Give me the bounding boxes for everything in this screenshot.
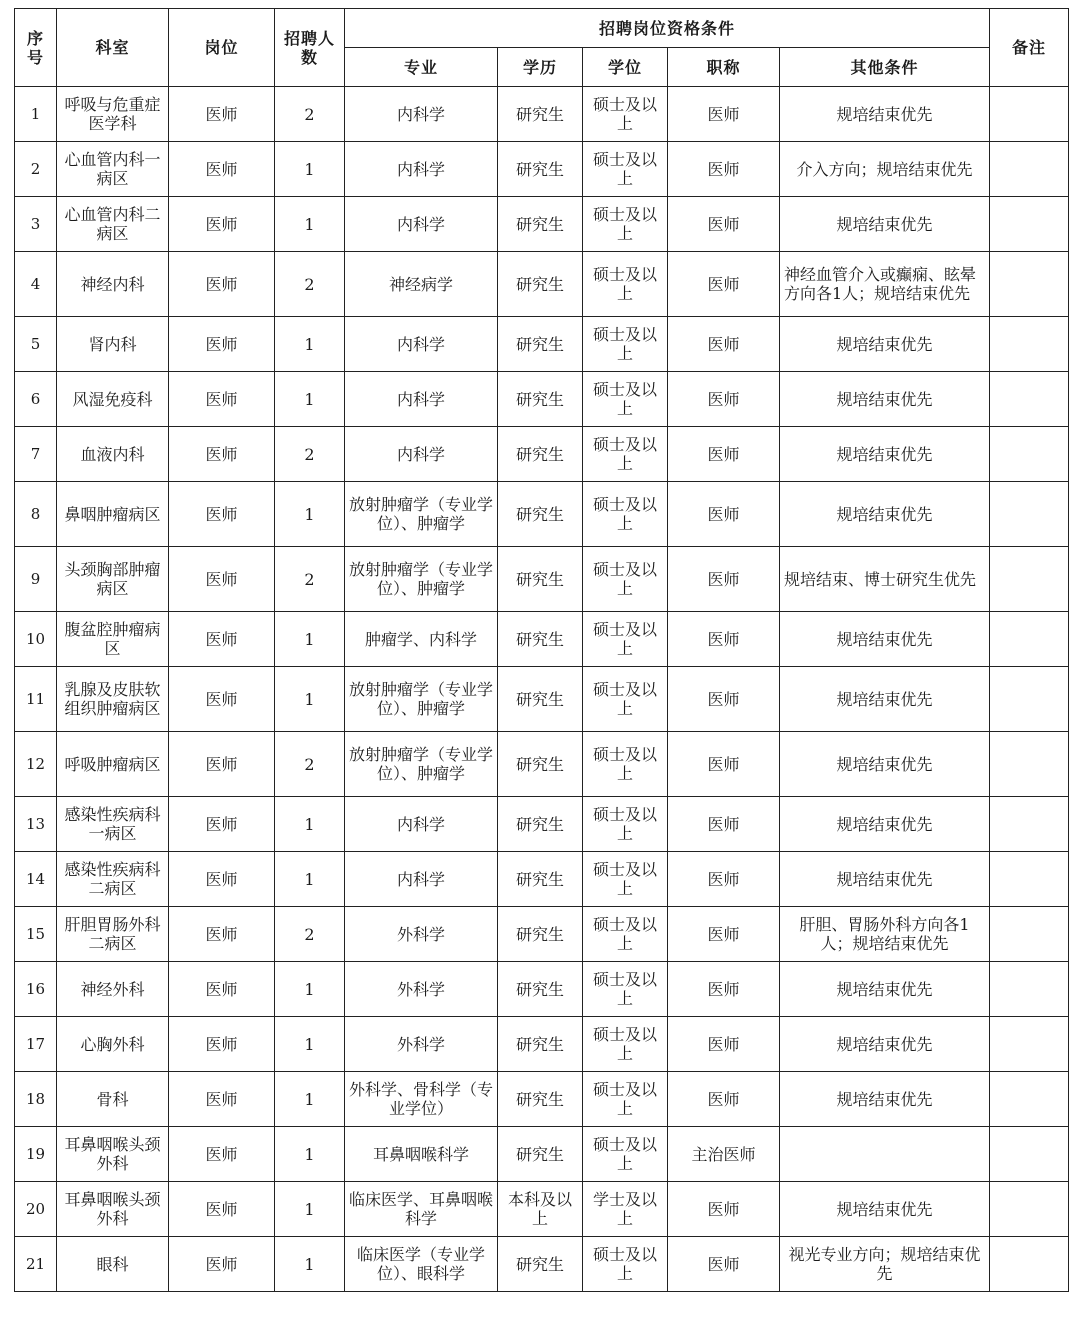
cell-education: 研究生 [498, 1237, 583, 1292]
cell-education: 研究生 [498, 852, 583, 907]
cell-education: 研究生 [498, 87, 583, 142]
cell-dept: 呼吸肿瘤病区 [57, 732, 169, 797]
cell-dept: 鼻咽肿瘤病区 [57, 482, 169, 547]
cell-remarks [990, 797, 1069, 852]
header-post: 岗位 [169, 9, 275, 87]
cell-education: 研究生 [498, 612, 583, 667]
table-row [15, 372, 1069, 427]
cell-post: 医师 [169, 197, 275, 252]
cell-post: 医师 [169, 962, 275, 1017]
cell-education: 研究生 [498, 427, 583, 482]
cell-degree: 硕士及以上 [583, 1017, 668, 1072]
cell-education: 研究生 [498, 142, 583, 197]
cell-post: 医师 [169, 87, 275, 142]
cell-seq: 3 [15, 197, 57, 252]
cell-seq: 10 [15, 612, 57, 667]
cell-dept: 心胸外科 [57, 1017, 169, 1072]
cell-post: 医师 [169, 797, 275, 852]
cell-remarks [990, 482, 1069, 547]
cell-remarks [990, 1237, 1069, 1292]
cell-remarks [990, 87, 1069, 142]
cell-dept: 心血管内科二病区 [57, 197, 169, 252]
header-row-top [15, 9, 1069, 48]
cell-title: 医师 [668, 252, 780, 317]
cell-seq: 7 [15, 427, 57, 482]
cell-title: 医师 [668, 372, 780, 427]
table-row [15, 1017, 1069, 1072]
cell-degree: 硕士及以上 [583, 252, 668, 317]
header-count: 招聘人数 [275, 9, 345, 87]
cell-other: 规培结束优先 [780, 317, 990, 372]
cell-count: 1 [275, 797, 345, 852]
cell-title: 医师 [668, 797, 780, 852]
cell-education: 本科及以上 [498, 1182, 583, 1237]
cell-dept: 骨科 [57, 1072, 169, 1127]
header-qualifications: 招聘岗位资格条件 [345, 9, 990, 48]
cell-major: 外科学、骨科学（专业学位） [345, 1072, 498, 1127]
cell-major: 放射肿瘤学（专业学位）、肿瘤学 [345, 547, 498, 612]
table-row [15, 667, 1069, 732]
table-row [15, 197, 1069, 252]
cell-dept: 心血管内科一病区 [57, 142, 169, 197]
header-remarks: 备注 [990, 9, 1069, 87]
cell-major: 放射肿瘤学（专业学位）、肿瘤学 [345, 732, 498, 797]
cell-major: 神经病学 [345, 252, 498, 317]
cell-remarks [990, 1017, 1069, 1072]
cell-dept: 乳腺及皮肤软组织肿瘤病区 [57, 667, 169, 732]
cell-other: 规培结束优先 [780, 852, 990, 907]
cell-other: 规培结束优先 [780, 1182, 990, 1237]
cell-title: 医师 [668, 612, 780, 667]
cell-dept: 风湿免疫科 [57, 372, 169, 427]
cell-other: 神经血管介入或癫痫、眩晕方向各1人；规培结束优先 [780, 252, 990, 317]
cell-title: 医师 [668, 197, 780, 252]
cell-title: 医师 [668, 1237, 780, 1292]
cell-title: 主治医师 [668, 1127, 780, 1182]
cell-dept: 神经内科 [57, 252, 169, 317]
header-dept: 科室 [57, 9, 169, 87]
cell-post: 医师 [169, 1127, 275, 1182]
cell-other: 规培结束优先 [780, 1017, 990, 1072]
cell-major: 内科学 [345, 797, 498, 852]
cell-count: 2 [275, 547, 345, 612]
cell-dept: 神经外科 [57, 962, 169, 1017]
header-major: 专业 [345, 48, 498, 87]
cell-remarks [990, 252, 1069, 317]
cell-count: 1 [275, 317, 345, 372]
cell-major: 放射肿瘤学（专业学位）、肿瘤学 [345, 667, 498, 732]
cell-remarks [990, 852, 1069, 907]
cell-dept: 感染性疾病科二病区 [57, 852, 169, 907]
cell-other: 视光专业方向；规培结束优先 [780, 1237, 990, 1292]
cell-title: 医师 [668, 87, 780, 142]
cell-count: 1 [275, 1237, 345, 1292]
cell-title: 医师 [668, 732, 780, 797]
cell-degree: 硕士及以上 [583, 87, 668, 142]
cell-education: 研究生 [498, 1127, 583, 1182]
cell-degree: 硕士及以上 [583, 1127, 668, 1182]
cell-major: 外科学 [345, 962, 498, 1017]
table-row [15, 427, 1069, 482]
cell-remarks [990, 547, 1069, 612]
cell-degree: 硕士及以上 [583, 1072, 668, 1127]
cell-post: 医师 [169, 427, 275, 482]
cell-other: 规培结束优先 [780, 797, 990, 852]
cell-post: 医师 [169, 317, 275, 372]
cell-major: 内科学 [345, 852, 498, 907]
cell-other: 规培结束优先 [780, 667, 990, 732]
cell-post: 医师 [169, 1237, 275, 1292]
cell-count: 1 [275, 1072, 345, 1127]
cell-post: 医师 [169, 1182, 275, 1237]
cell-dept: 呼吸与危重症医学科 [57, 87, 169, 142]
cell-degree: 学士及以上 [583, 1182, 668, 1237]
cell-remarks [990, 612, 1069, 667]
table-row [15, 1127, 1069, 1182]
cell-dept: 耳鼻咽喉头颈外科 [57, 1127, 169, 1182]
cell-education: 研究生 [498, 197, 583, 252]
cell-remarks [990, 1127, 1069, 1182]
table-row [15, 252, 1069, 317]
header-degree: 学位 [583, 48, 668, 87]
cell-count: 2 [275, 907, 345, 962]
cell-dept: 耳鼻咽喉头颈外科 [57, 1182, 169, 1237]
cell-post: 医师 [169, 142, 275, 197]
cell-post: 医师 [169, 372, 275, 427]
cell-major: 内科学 [345, 87, 498, 142]
cell-other: 规培结束、博士研究生优先 [780, 547, 990, 612]
cell-title: 医师 [668, 1072, 780, 1127]
cell-post: 医师 [169, 667, 275, 732]
cell-other: 规培结束优先 [780, 482, 990, 547]
cell-dept: 眼科 [57, 1237, 169, 1292]
cell-dept: 肾内科 [57, 317, 169, 372]
cell-seq: 18 [15, 1072, 57, 1127]
cell-major: 外科学 [345, 1017, 498, 1072]
table-row [15, 797, 1069, 852]
cell-other: 介入方向；规培结束优先 [780, 142, 990, 197]
cell-major: 临床医学、耳鼻咽喉科学 [345, 1182, 498, 1237]
cell-major: 耳鼻咽喉科学 [345, 1127, 498, 1182]
cell-education: 研究生 [498, 317, 583, 372]
cell-other: 规培结束优先 [780, 372, 990, 427]
cell-count: 2 [275, 252, 345, 317]
cell-education: 研究生 [498, 1017, 583, 1072]
cell-dept: 腹盆腔肿瘤病区 [57, 612, 169, 667]
cell-degree: 硕士及以上 [583, 797, 668, 852]
cell-seq: 20 [15, 1182, 57, 1237]
cell-count: 1 [275, 197, 345, 252]
cell-other: 规培结束优先 [780, 87, 990, 142]
cell-seq: 16 [15, 962, 57, 1017]
cell-post: 医师 [169, 1017, 275, 1072]
table-row [15, 547, 1069, 612]
cell-count: 1 [275, 1017, 345, 1072]
cell-seq: 1 [15, 87, 57, 142]
cell-count: 1 [275, 667, 345, 732]
cell-seq: 17 [15, 1017, 57, 1072]
cell-other: 规培结束优先 [780, 427, 990, 482]
cell-degree: 硕士及以上 [583, 372, 668, 427]
cell-title: 医师 [668, 547, 780, 612]
cell-remarks [990, 732, 1069, 797]
cell-major: 内科学 [345, 317, 498, 372]
cell-post: 医师 [169, 732, 275, 797]
cell-education: 研究生 [498, 547, 583, 612]
cell-education: 研究生 [498, 667, 583, 732]
cell-title: 医师 [668, 1017, 780, 1072]
cell-seq: 21 [15, 1237, 57, 1292]
cell-education: 研究生 [498, 907, 583, 962]
cell-count: 1 [275, 142, 345, 197]
cell-post: 医师 [169, 482, 275, 547]
cell-degree: 硕士及以上 [583, 1237, 668, 1292]
header-other: 其他条件 [780, 48, 990, 87]
cell-seq: 5 [15, 317, 57, 372]
table-row [15, 142, 1069, 197]
cell-count: 1 [275, 852, 345, 907]
table-row [15, 612, 1069, 667]
cell-seq: 2 [15, 142, 57, 197]
cell-remarks [990, 197, 1069, 252]
cell-title: 医师 [668, 907, 780, 962]
cell-remarks [990, 907, 1069, 962]
cell-seq: 19 [15, 1127, 57, 1182]
cell-major: 内科学 [345, 197, 498, 252]
cell-count: 1 [275, 372, 345, 427]
table-row [15, 317, 1069, 372]
cell-dept: 血液内科 [57, 427, 169, 482]
cell-education: 研究生 [498, 732, 583, 797]
cell-degree: 硕士及以上 [583, 197, 668, 252]
cell-degree: 硕士及以上 [583, 962, 668, 1017]
cell-title: 医师 [668, 852, 780, 907]
table-row [15, 1072, 1069, 1127]
cell-dept: 头颈胸部肿瘤病区 [57, 547, 169, 612]
cell-seq: 6 [15, 372, 57, 427]
table-row [15, 852, 1069, 907]
cell-major: 内科学 [345, 372, 498, 427]
cell-major: 临床医学（专业学位）、眼科学 [345, 1237, 498, 1292]
header-title: 职称 [668, 48, 780, 87]
recruitment-table-sheet [14, 8, 1068, 1292]
cell-post: 医师 [169, 612, 275, 667]
cell-title: 医师 [668, 427, 780, 482]
header-seq: 序号 [15, 9, 57, 87]
table-row [15, 1182, 1069, 1237]
cell-other: 规培结束优先 [780, 962, 990, 1017]
cell-seq: 14 [15, 852, 57, 907]
cell-remarks [990, 317, 1069, 372]
cell-degree: 硕士及以上 [583, 427, 668, 482]
cell-post: 医师 [169, 547, 275, 612]
cell-other: 规培结束优先 [780, 612, 990, 667]
cell-remarks [990, 372, 1069, 427]
cell-seq: 15 [15, 907, 57, 962]
cell-remarks [990, 1182, 1069, 1237]
cell-title: 医师 [668, 317, 780, 372]
cell-seq: 9 [15, 547, 57, 612]
cell-other: 规培结束优先 [780, 197, 990, 252]
table-row [15, 907, 1069, 962]
cell-other: 规培结束优先 [780, 732, 990, 797]
cell-count: 2 [275, 427, 345, 482]
cell-title: 医师 [668, 667, 780, 732]
cell-count: 1 [275, 962, 345, 1017]
cell-dept: 肝胆胃肠外科二病区 [57, 907, 169, 962]
cell-seq: 13 [15, 797, 57, 852]
cell-degree: 硕士及以上 [583, 547, 668, 612]
table-row [15, 962, 1069, 1017]
cell-other: 规培结束优先 [780, 1072, 990, 1127]
cell-seq: 8 [15, 482, 57, 547]
cell-title: 医师 [668, 482, 780, 547]
cell-count: 1 [275, 612, 345, 667]
cell-title: 医师 [668, 962, 780, 1017]
cell-major: 内科学 [345, 142, 498, 197]
cell-count: 2 [275, 732, 345, 797]
cell-title: 医师 [668, 1182, 780, 1237]
cell-education: 研究生 [498, 962, 583, 1017]
cell-remarks [990, 142, 1069, 197]
header-education: 学历 [498, 48, 583, 87]
table-row [15, 732, 1069, 797]
cell-remarks [990, 427, 1069, 482]
cell-education: 研究生 [498, 797, 583, 852]
cell-remarks [990, 1072, 1069, 1127]
cell-seq: 12 [15, 732, 57, 797]
table-row [15, 1237, 1069, 1292]
cell-remarks [990, 962, 1069, 1017]
cell-other: 肝胆、胃肠外科方向各1人；规培结束优先 [780, 907, 990, 962]
cell-other [780, 1127, 990, 1182]
cell-post: 医师 [169, 252, 275, 317]
cell-post: 医师 [169, 1072, 275, 1127]
table-row [15, 482, 1069, 547]
cell-degree: 硕士及以上 [583, 852, 668, 907]
cell-education: 研究生 [498, 372, 583, 427]
cell-post: 医师 [169, 852, 275, 907]
recruitment-table [14, 8, 1069, 1292]
cell-major: 内科学 [345, 427, 498, 482]
cell-degree: 硕士及以上 [583, 732, 668, 797]
cell-education: 研究生 [498, 482, 583, 547]
cell-count: 2 [275, 87, 345, 142]
cell-seq: 4 [15, 252, 57, 317]
cell-remarks [990, 667, 1069, 732]
cell-major: 肿瘤学、内科学 [345, 612, 498, 667]
table-body [15, 87, 1069, 1292]
cell-post: 医师 [169, 907, 275, 962]
cell-title: 医师 [668, 142, 780, 197]
cell-education: 研究生 [498, 1072, 583, 1127]
cell-count: 1 [275, 1182, 345, 1237]
cell-degree: 硕士及以上 [583, 482, 668, 547]
cell-degree: 硕士及以上 [583, 667, 668, 732]
cell-major: 外科学 [345, 907, 498, 962]
cell-count: 1 [275, 1127, 345, 1182]
cell-dept: 感染性疾病科一病区 [57, 797, 169, 852]
cell-education: 研究生 [498, 252, 583, 317]
cell-degree: 硕士及以上 [583, 612, 668, 667]
cell-degree: 硕士及以上 [583, 142, 668, 197]
cell-major: 放射肿瘤学（专业学位）、肿瘤学 [345, 482, 498, 547]
cell-seq: 11 [15, 667, 57, 732]
table-row [15, 87, 1069, 142]
cell-degree: 硕士及以上 [583, 317, 668, 372]
cell-degree: 硕士及以上 [583, 907, 668, 962]
cell-count: 1 [275, 482, 345, 547]
